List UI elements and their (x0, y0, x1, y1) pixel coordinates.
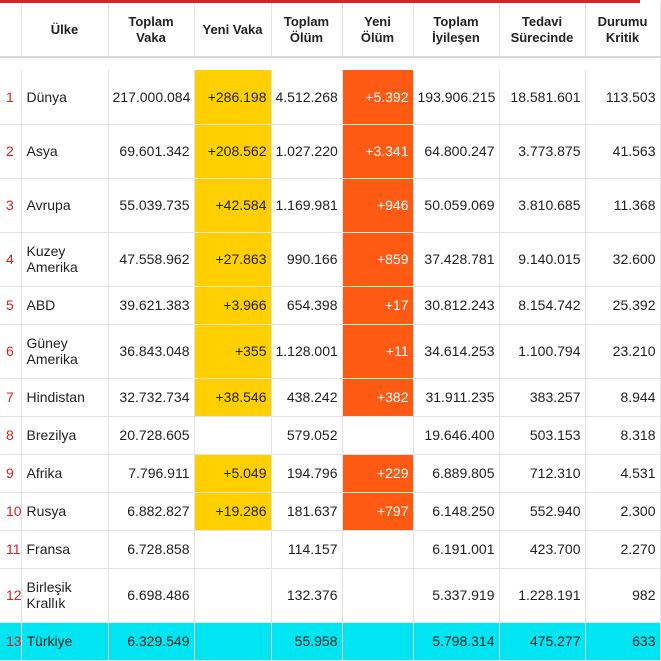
country-name[interactable]: Rusya (21, 492, 108, 530)
cell-new-cases: +38.546 (194, 378, 271, 416)
cell-total-cases: 6.329.549 (108, 622, 194, 660)
country-name[interactable]: Birleşik Krallık (21, 568, 108, 622)
cell-new-cases (194, 416, 271, 454)
row-index: 9 (0, 454, 21, 492)
cell-critical: 982 (585, 568, 660, 622)
cell-critical: 113.503 (585, 70, 660, 124)
cell-total-deaths: 132.376 (271, 568, 342, 622)
table-row[interactable] (0, 124, 660, 178)
cell-total-deaths: 654.398 (271, 286, 342, 324)
cell-total-deaths: 990.166 (271, 232, 342, 286)
table-row[interactable] (0, 286, 660, 324)
country-name[interactable]: Brezilya (21, 416, 108, 454)
cell-active: 9.140.015 (499, 232, 585, 286)
country-name[interactable]: Türkiye (21, 622, 108, 660)
header-index (0, 3, 21, 57)
cell-new-deaths: +946 (342, 178, 413, 232)
cell-new-cases: +27.863 (194, 232, 271, 286)
cell-new-deaths: +3.341 (342, 124, 413, 178)
row-index: 2 (0, 124, 21, 178)
country-name[interactable]: ABD (21, 286, 108, 324)
cell-total-cases: 39.621.383 (108, 286, 194, 324)
row-index: 7 (0, 378, 21, 416)
cell-total-cases: 7.796.911 (108, 454, 194, 492)
cell-total-recovered: 6.191.001 (413, 530, 499, 568)
cell-total-deaths: 1.128.001 (271, 324, 342, 378)
cell-total-recovered: 6.889.805 (413, 454, 499, 492)
cell-new-deaths: +797 (342, 492, 413, 530)
cell-total-cases: 69.601.342 (108, 124, 194, 178)
cell-new-deaths: +11 (342, 324, 413, 378)
cell-total-recovered: 5.798.314 (413, 622, 499, 660)
cell-total-cases: 6.728.858 (108, 530, 194, 568)
row-index: 6 (0, 324, 21, 378)
cell-critical: 41.563 (585, 124, 660, 178)
cell-total-deaths: 1.169.981 (271, 178, 342, 232)
cell-new-deaths: +382 (342, 378, 413, 416)
cell-total-recovered: 30.812.243 (413, 286, 499, 324)
country-name[interactable]: Asya (21, 124, 108, 178)
cell-total-deaths: 181.637 (271, 492, 342, 530)
country-name[interactable]: Güney Amerika (21, 324, 108, 378)
cell-critical: 633 (585, 622, 660, 660)
row-index: 13 (0, 622, 21, 660)
cell-critical: 8.944 (585, 378, 660, 416)
cell-critical: 2.300 (585, 492, 660, 530)
header-total-recovered[interactable]: Toplam İyileşen (413, 3, 499, 57)
cell-total-cases: 47.558.962 (108, 232, 194, 286)
cell-total-deaths: 438.242 (271, 378, 342, 416)
cell-new-deaths (342, 622, 413, 660)
header-gap (0, 57, 660, 70)
table-row[interactable] (0, 178, 660, 232)
cell-active: 18.581.601 (499, 70, 585, 124)
table-row[interactable] (0, 232, 660, 286)
header-new-deaths[interactable]: Yeni Ölüm (342, 3, 413, 57)
row-index: 4 (0, 232, 21, 286)
row-index: 5 (0, 286, 21, 324)
cell-critical: 11.368 (585, 178, 660, 232)
cell-new-cases (194, 530, 271, 568)
country-name[interactable]: Dünya (21, 70, 108, 124)
row-index: 1 (0, 70, 21, 124)
cell-total-deaths: 4.512.268 (271, 70, 342, 124)
cell-new-cases: +355 (194, 324, 271, 378)
table-row[interactable] (0, 492, 660, 530)
cell-total-recovered: 5.337.919 (413, 568, 499, 622)
cell-total-deaths: 114.157 (271, 530, 342, 568)
cell-new-cases: +3.966 (194, 286, 271, 324)
cell-new-deaths (342, 530, 413, 568)
table-row[interactable] (0, 70, 660, 124)
cell-total-recovered: 31.911.235 (413, 378, 499, 416)
cell-active: 475.277 (499, 622, 585, 660)
header-total-deaths[interactable]: Toplam Ölüm (271, 3, 342, 57)
cell-new-deaths (342, 416, 413, 454)
cell-active: 1.228.191 (499, 568, 585, 622)
row-index: 10 (0, 492, 21, 530)
country-name[interactable]: Afrika (21, 454, 108, 492)
cell-active: 3.773.875 (499, 124, 585, 178)
cell-active: 423.700 (499, 530, 585, 568)
cell-total-recovered: 64.800.247 (413, 124, 499, 178)
country-name[interactable]: Kuzey Amerika (21, 232, 108, 286)
header-new-cases[interactable]: Yeni Vaka (194, 3, 271, 57)
cell-total-cases: 20.728.605 (108, 416, 194, 454)
country-name[interactable]: Hindistan (21, 378, 108, 416)
cell-active: 3.810.685 (499, 178, 585, 232)
cell-new-cases: +42.584 (194, 178, 271, 232)
row-index: 3 (0, 178, 21, 232)
cell-total-cases: 6.698.486 (108, 568, 194, 622)
cell-critical: 23.210 (585, 324, 660, 378)
cell-total-cases: 36.843.048 (108, 324, 194, 378)
cell-active: 712.310 (499, 454, 585, 492)
table-row[interactable] (0, 622, 660, 660)
table-row[interactable] (0, 324, 660, 378)
cell-active: 552.940 (499, 492, 585, 530)
table-body (0, 57, 660, 660)
cell-total-cases: 6.882.827 (108, 492, 194, 530)
cell-new-deaths: +859 (342, 232, 413, 286)
cell-active: 503.153 (499, 416, 585, 454)
cell-new-deaths: +5.392 (342, 70, 413, 124)
cell-total-recovered: 50.059.069 (413, 178, 499, 232)
row-index: 11 (0, 530, 21, 568)
header-country[interactable]: Ülke (21, 3, 108, 57)
cell-new-deaths: +229 (342, 454, 413, 492)
cell-new-cases (194, 622, 271, 660)
cell-total-recovered: 6.148.250 (413, 492, 499, 530)
country-name[interactable]: Fransa (21, 530, 108, 568)
cell-critical: 8.318 (585, 416, 660, 454)
cell-new-cases: +286.198 (194, 70, 271, 124)
cell-total-cases: 217.000.084 (108, 70, 194, 124)
cell-total-recovered: 34.614.253 (413, 324, 499, 378)
cell-new-deaths: +17 (342, 286, 413, 324)
cell-new-cases (194, 568, 271, 622)
header-row (0, 3, 660, 57)
cell-total-cases: 55.039.735 (108, 178, 194, 232)
cell-total-deaths: 55.958 (271, 622, 342, 660)
cell-critical: 32.600 (585, 232, 660, 286)
table-row[interactable] (0, 454, 660, 492)
cell-total-recovered: 193.906.215 (413, 70, 499, 124)
cell-total-recovered: 37.428.781 (413, 232, 499, 286)
cell-total-recovered: 19.646.400 (413, 416, 499, 454)
table-row[interactable] (0, 568, 660, 622)
header-active[interactable]: Tedavi Sürecinde (499, 3, 585, 57)
country-name[interactable]: Avrupa (21, 178, 108, 232)
table-row[interactable] (0, 530, 660, 568)
cell-total-deaths: 1.027.220 (271, 124, 342, 178)
header-total-cases[interactable]: Toplam Vaka (108, 3, 194, 57)
cell-new-cases: +5.049 (194, 454, 271, 492)
table-row[interactable] (0, 378, 660, 416)
cell-critical: 2.270 (585, 530, 660, 568)
covid-stats-table (0, 3, 661, 661)
cell-total-deaths: 194.796 (271, 454, 342, 492)
table-row[interactable] (0, 416, 660, 454)
cell-critical: 4.531 (585, 454, 660, 492)
cell-total-deaths: 579.052 (271, 416, 342, 454)
cell-active: 8.154.742 (499, 286, 585, 324)
cell-new-cases: +208.562 (194, 124, 271, 178)
cell-new-cases: +19.286 (194, 492, 271, 530)
cell-active: 1.100.794 (499, 324, 585, 378)
row-index: 12 (0, 568, 21, 622)
cell-total-cases: 32.732.734 (108, 378, 194, 416)
cell-active: 383.257 (499, 378, 585, 416)
cell-critical: 25.392 (585, 286, 660, 324)
row-index: 8 (0, 416, 21, 454)
cell-new-deaths (342, 568, 413, 622)
header-critical[interactable]: Durumu Kritik (585, 3, 660, 57)
